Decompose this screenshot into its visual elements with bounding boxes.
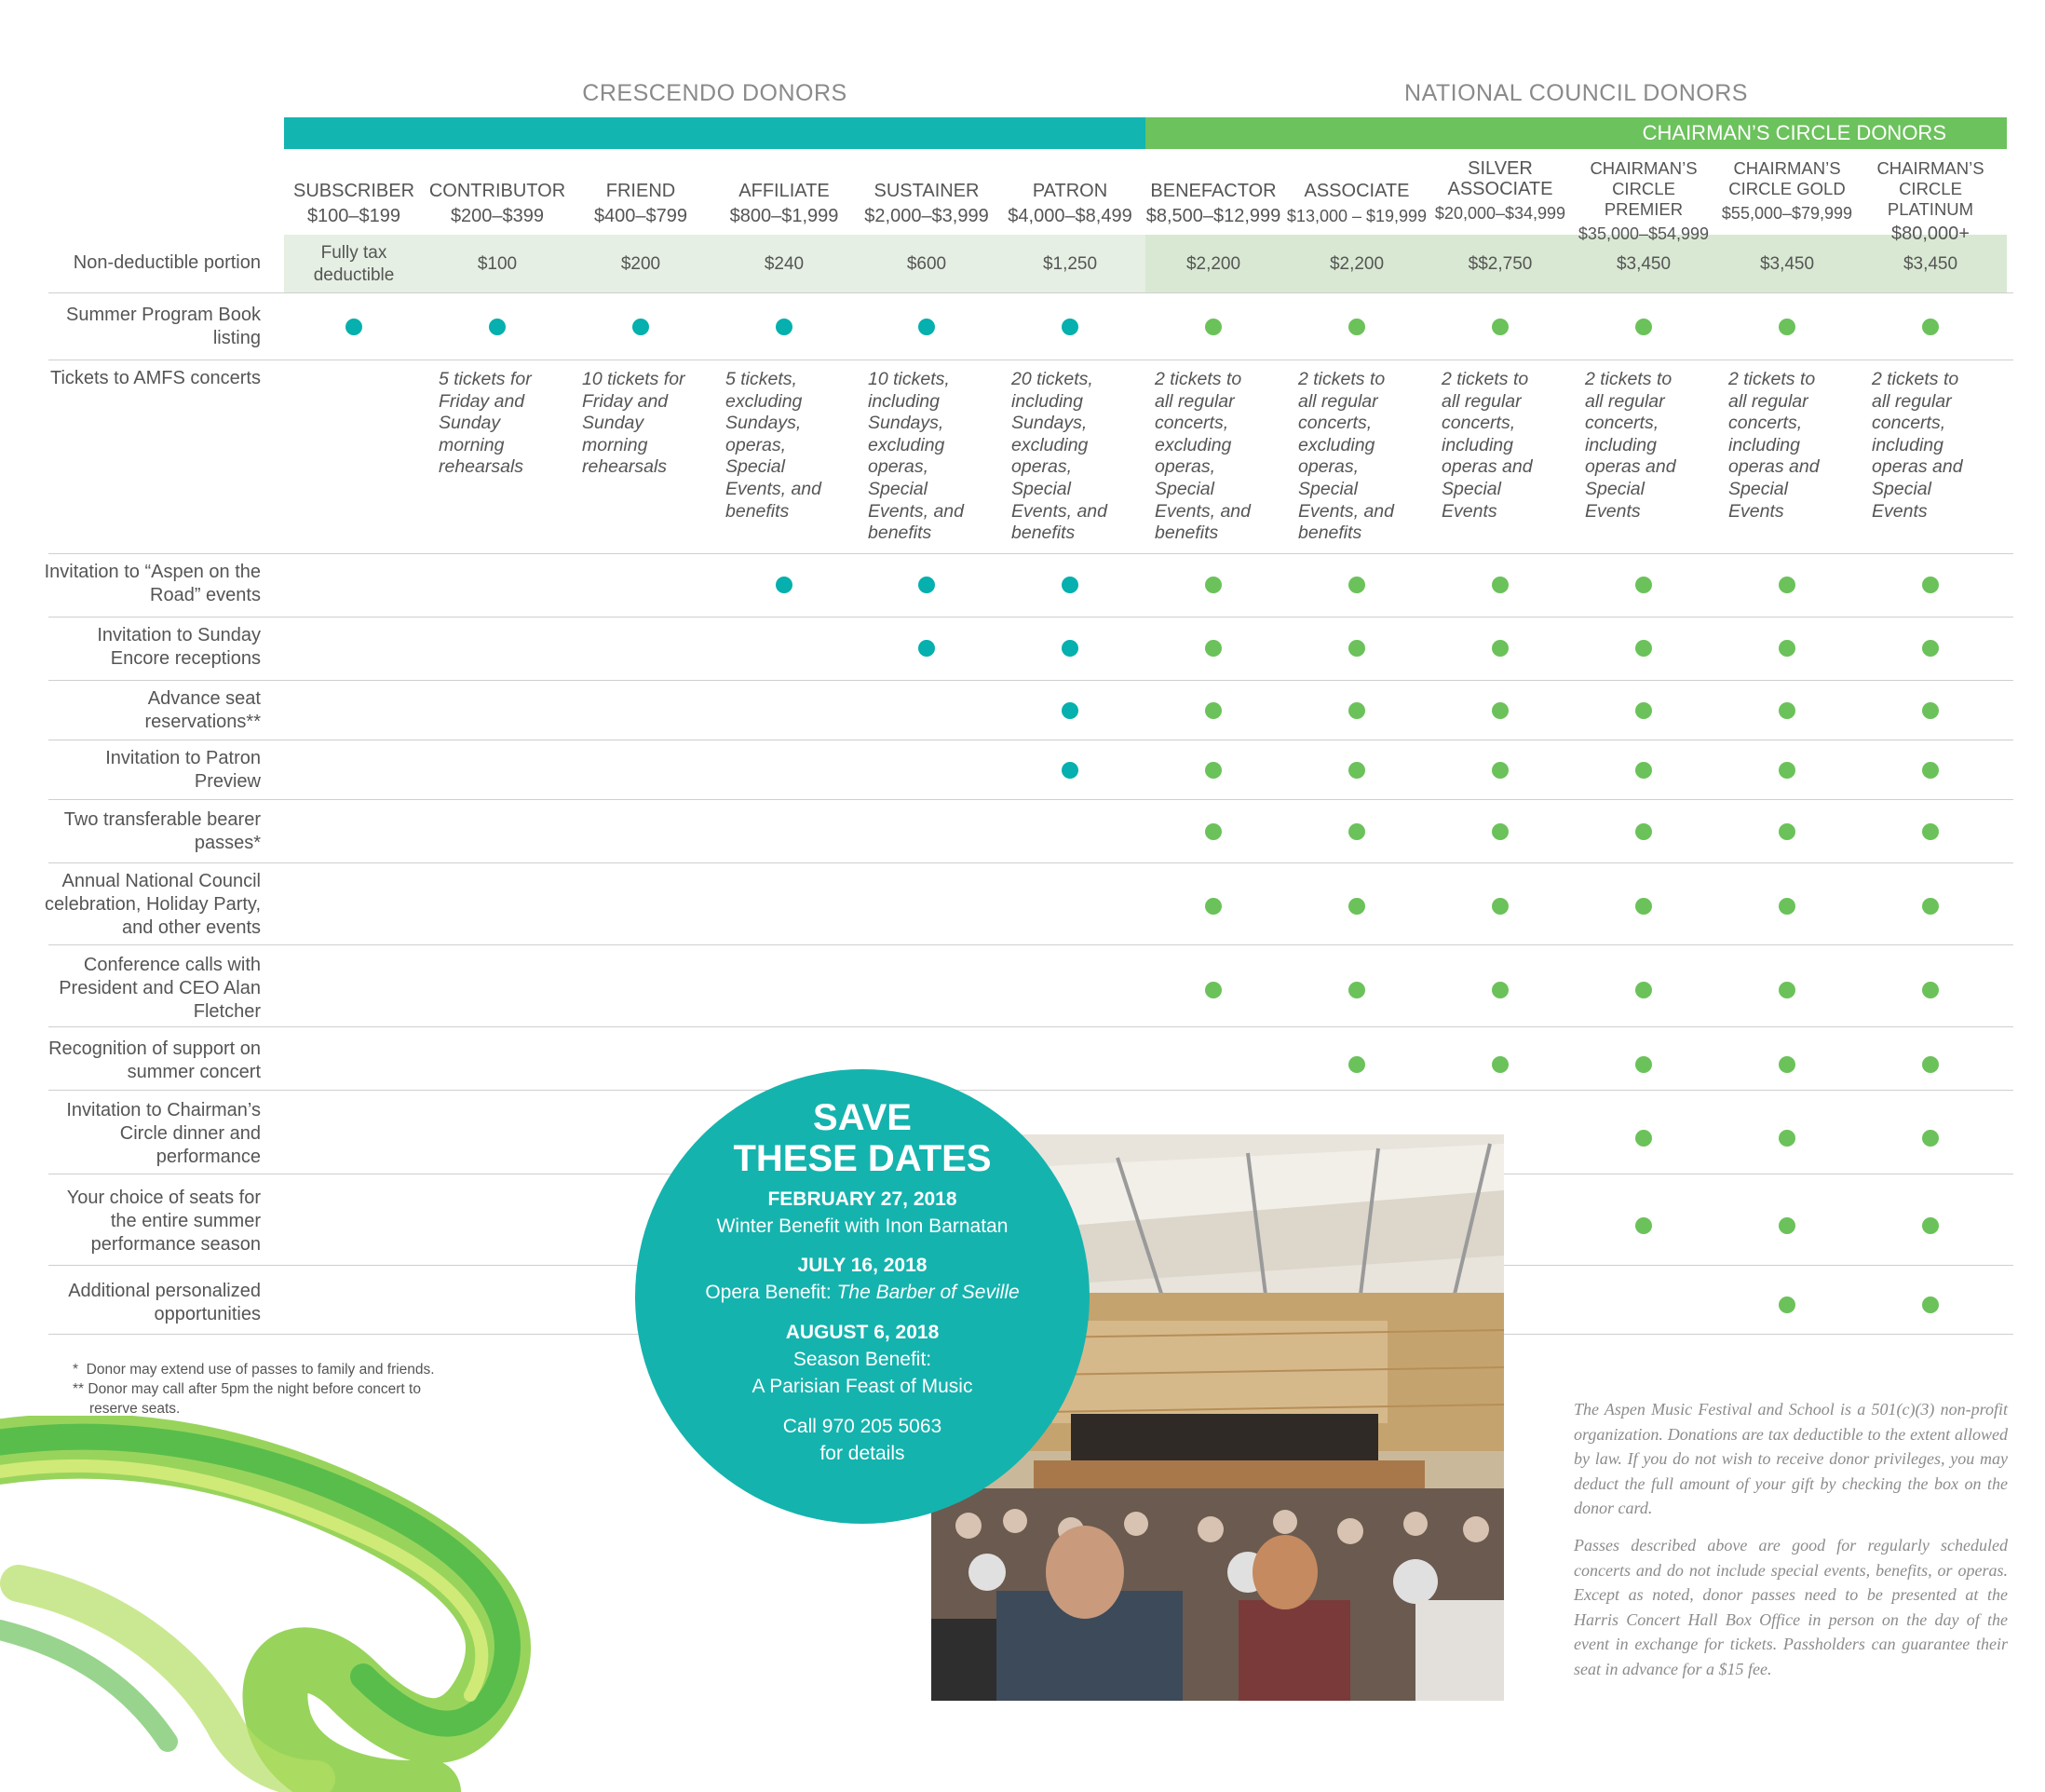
benefit-included-dot	[1492, 1056, 1509, 1073]
passes-disclaimer: Passes described above are good for regularly scheduled concerts and do not include special events, benefits, or operas. Except as noted, donor passes need to be presented at the Harris Concert Hall Box Office in person on the day of the event in exchange for tickets. Passholders can guarantee their seat in advance for a $15 fee.	[1574, 1536, 2008, 1678]
level-range: $20,000–$34,999	[1434, 204, 1566, 223]
level-range: $80,000+	[1891, 224, 1970, 244]
level-header	[281, 179, 427, 229]
benefit-included-dot	[1062, 319, 1078, 335]
level-header	[1571, 158, 1716, 247]
chairmans-circle-donors-title: CHAIRMAN’S CIRCLE DONORS	[1642, 121, 1946, 144]
nondeductible-value: $3,450	[1616, 254, 1672, 274]
benefit-included-dot	[1205, 762, 1222, 779]
nondeductible-value: $2,200	[1329, 254, 1385, 274]
save-the-dates-circle	[635, 1069, 1090, 1524]
level-name: CHAIRMAN’S CIRCLE PLATINUM	[1876, 158, 1984, 219]
footnote-double-cont: reserve seats.	[89, 1401, 181, 1417]
benefit-included-dot	[1779, 1217, 1795, 1234]
level-range: $400–$799	[593, 206, 688, 226]
benefit-included-dot	[1205, 577, 1222, 593]
benefit-included-dot	[1062, 762, 1078, 779]
benefit-included-dot	[1635, 577, 1652, 593]
level-header	[711, 179, 857, 229]
benefit-included-dot	[1205, 898, 1222, 915]
row-divider	[48, 553, 2013, 554]
benefit-included-dot	[918, 577, 935, 593]
save-title-line2: THESE DATES	[733, 1138, 992, 1179]
benefit-included-dot	[1922, 898, 1939, 915]
benefit-included-dot	[1492, 982, 1509, 998]
benefit-included-dot	[1635, 982, 1652, 998]
save-title: SAVE	[813, 1097, 912, 1138]
call-line: Call 970 205 5063	[782, 1416, 942, 1437]
benefit-included-dot	[1779, 823, 1795, 840]
ticket-benefit: 2 tickets to all regular concerts, including operas and Special Events	[1872, 369, 1963, 522]
level-name: CONTRIBUTOR	[428, 181, 566, 201]
benefit-included-dot	[1348, 577, 1365, 593]
benefit-included-dot	[632, 319, 649, 335]
level-header	[1141, 179, 1286, 229]
benefit-included-dot	[918, 319, 935, 335]
ticket-benefit: 2 tickets to all regular concerts, including operas and Special Events	[1585, 369, 1676, 522]
row-label-chairmans-dinner: Invitation to Chairman’s Circle dinner and performance	[66, 1100, 261, 1167]
row-label-patron-preview: Invitation to Patron Preview	[105, 748, 261, 792]
benefit-included-dot	[1205, 640, 1222, 657]
benefit-included-dot	[1492, 702, 1509, 719]
row-label-additional: Additional personalized opportunities	[68, 1281, 261, 1324]
level-name: CHAIRMAN’S CIRCLE GOLD	[1728, 158, 1846, 198]
nondeductible-value: $$2,750	[1468, 254, 1533, 274]
row-divider	[48, 292, 2013, 293]
benefit-included-dot	[1922, 577, 1939, 593]
call-line-2: for details	[819, 1443, 905, 1464]
level-range: $35,000–$54,999	[1578, 224, 1710, 243]
row-label-conference-calls: Conference calls with President and CEO Alan Fletcher	[59, 955, 261, 1022]
benefit-included-dot	[1922, 1217, 1939, 1234]
benefit-included-dot	[1635, 1130, 1652, 1147]
benefit-included-dot	[1922, 640, 1939, 657]
benefit-included-dot	[1922, 823, 1939, 840]
nondeductible-value: $600	[906, 254, 947, 274]
benefit-included-dot	[1635, 702, 1652, 719]
ticket-benefit: 5 tickets for Friday and Sunday morning rehearsals	[439, 369, 532, 478]
level-range: $200–$399	[450, 206, 545, 226]
crescendo-band	[284, 117, 1145, 149]
benefit-included-dot	[1062, 640, 1078, 657]
event-name-2: Opera Benefit: The Barber of Seville	[705, 1282, 1020, 1303]
benefit-included-dot	[1922, 1130, 1939, 1147]
benefit-included-dot	[1779, 982, 1795, 998]
benefit-included-dot	[1492, 898, 1509, 915]
row-label-choice-seats: Your choice of seats for the entire summer performance season	[66, 1188, 261, 1255]
benefit-included-dot	[1922, 319, 1939, 335]
benefit-included-dot	[1779, 702, 1795, 719]
benefit-included-dot	[1205, 702, 1222, 719]
benefit-included-dot	[1348, 823, 1365, 840]
benefit-included-dot	[1635, 762, 1652, 779]
level-header	[1284, 179, 1429, 229]
benefit-included-dot	[1779, 1130, 1795, 1147]
benefit-included-dot	[1779, 1296, 1795, 1313]
row-label-advance-seat: Advance seat reservations**	[144, 688, 261, 732]
benefit-included-dot	[1922, 702, 1939, 719]
benefit-included-dot	[1635, 1056, 1652, 1073]
nondeductible-value: $1,250	[1042, 254, 1098, 274]
benefit-included-dot	[1205, 982, 1222, 998]
level-name: BENEFACTOR	[1150, 181, 1277, 201]
level-name: SUBSCRIBER	[292, 181, 415, 201]
ticket-benefit: 2 tickets to all regular concerts, including operas and Special Events	[1728, 369, 1820, 522]
benefit-included-dot	[918, 640, 935, 657]
event-name-3: Season Benefit:	[792, 1349, 932, 1370]
row-divider	[48, 680, 2013, 681]
benefit-included-dot	[1062, 702, 1078, 719]
row-divider	[48, 799, 2013, 800]
row-divider	[48, 862, 2013, 863]
ticket-benefit: 2 tickets to all regular concerts, excluding operas, Special Events, and benefits	[1155, 369, 1251, 544]
level-name: AFFILIATE	[738, 181, 830, 201]
benefit-included-dot	[776, 577, 792, 593]
event-date-2: JULY 16, 2018	[797, 1255, 928, 1276]
benefit-included-dot	[1779, 577, 1795, 593]
row-divider	[48, 1090, 2013, 1091]
event-name-1: Winter Benefit with Inon Barnatan	[716, 1215, 1009, 1237]
tax-disclaimer: The Aspen Music Festival and School is a 501(c)(3) non-profit organization. Donations are tax deductible to the extent allowed by law. If you do not wish to receive donor privileges, you may deduct the full amount of your gift by checking the box on the donor card.	[1574, 1400, 2008, 1517]
benefit-included-dot	[1348, 898, 1365, 915]
ticket-benefit: 5 tickets, excluding Sundays, operas, Special Events, and benefits	[725, 369, 821, 522]
row-label-annual-celebration: Annual National Council celebration, Holiday Party, and other events	[45, 871, 261, 938]
nondeductible-value: $2,200	[1185, 254, 1241, 274]
row-label-tickets: Tickets to AMFS concerts	[50, 368, 261, 388]
nondeductible-value: $200	[620, 254, 661, 274]
event-date-3: AUGUST 6, 2018	[785, 1322, 940, 1343]
level-header	[1858, 158, 2003, 247]
brush-stroke-decoration	[0, 1416, 596, 1792]
row-label-nondeductible: Non-deductible portion	[73, 252, 261, 273]
benefit-included-dot	[1635, 823, 1652, 840]
benefit-included-dot	[1635, 1217, 1652, 1234]
level-header	[1714, 158, 1860, 226]
benefit-included-dot	[1635, 640, 1652, 657]
level-header	[425, 179, 570, 229]
benefit-included-dot	[489, 319, 506, 335]
level-range: $800–$1,999	[729, 206, 839, 226]
ticket-benefit: 20 tickets, including Sundays, excluding operas, Special Events, and benefits	[1011, 369, 1107, 544]
footnote-double: ** Donor may call after 5pm the night before concert to	[73, 1381, 421, 1397]
benefit-included-dot	[1205, 319, 1222, 335]
benefit-included-dot	[1348, 702, 1365, 719]
benefit-included-dot	[1492, 319, 1509, 335]
benefit-included-dot	[1922, 1056, 1939, 1073]
ticket-benefit: 10 tickets, including Sundays, excluding operas, Special Events, and benefits	[868, 369, 964, 544]
benefit-included-dot	[345, 319, 362, 335]
level-range: $8,500–$12,999	[1145, 206, 1281, 226]
benefit-included-dot	[1062, 577, 1078, 593]
row-divider	[48, 944, 2013, 945]
level-name: SUSTAINER	[874, 181, 980, 201]
benefit-included-dot	[1779, 898, 1795, 915]
event-date-1: FEBRUARY 27, 2018	[767, 1188, 957, 1210]
level-range: $13,000 – $19,999	[1286, 207, 1428, 225]
footnote-single: * Donor may extend use of passes to family and friends.	[73, 1362, 435, 1378]
benefit-included-dot	[1492, 762, 1509, 779]
level-range: $2,000–$3,999	[864, 206, 989, 226]
benefit-included-dot	[1779, 640, 1795, 657]
row-label-sunday-encore: Invitation to Sunday Encore receptions	[97, 625, 261, 669]
ticket-benefit: 2 tickets to all regular concerts, excluding operas, Special Events, and benefits	[1298, 369, 1394, 544]
crescendo-donors-title: CRESCENDO DONORS	[582, 80, 847, 106]
benefit-included-dot	[1779, 1056, 1795, 1073]
level-name: SILVER ASSOCIATE	[1447, 158, 1553, 199]
benefit-included-dot	[1492, 577, 1509, 593]
nondeductible-value: $3,450	[1759, 254, 1815, 274]
benefit-included-dot	[1348, 1056, 1365, 1073]
row-divider	[48, 617, 2013, 618]
level-range: $100–$199	[306, 206, 401, 226]
benefit-included-dot	[1635, 319, 1652, 335]
level-header	[1428, 158, 1573, 226]
benefit-included-dot	[1492, 823, 1509, 840]
level-range: $55,000–$79,999	[1721, 204, 1853, 223]
benefit-included-dot	[1922, 762, 1939, 779]
benefit-included-dot	[1348, 762, 1365, 779]
nondeductible-value: $3,450	[1903, 254, 1958, 274]
benefit-included-dot	[1922, 1296, 1939, 1313]
row-divider	[48, 1026, 2013, 1027]
nondeductible-value: $240	[764, 254, 805, 274]
row-label-recognition: Recognition of support on summer concert	[48, 1039, 261, 1082]
level-header	[568, 179, 713, 229]
ticket-benefit: 10 tickets for Friday and Sunday morning rehearsals	[582, 369, 685, 478]
level-range: $4,000–$8,499	[1008, 206, 1132, 226]
national-council-donors-title: NATIONAL COUNCIL DONORS	[1404, 80, 1748, 106]
benefit-included-dot	[776, 319, 792, 335]
row-label-program-book: Summer Program Book listing	[66, 305, 261, 348]
level-name: CHAIRMAN’S CIRCLE PREMIER	[1590, 158, 1698, 219]
level-name: ASSOCIATE	[1304, 181, 1410, 201]
nondeductible-value: Fully tax deductible	[313, 243, 395, 285]
benefit-included-dot	[1779, 319, 1795, 335]
benefit-included-dot	[1635, 898, 1652, 915]
level-header	[854, 179, 999, 229]
benefit-included-dot	[1922, 982, 1939, 998]
nondeductible-value: $100	[477, 254, 518, 274]
row-label-bearer-passes: Two transferable bearer passes*	[63, 809, 261, 853]
ticket-benefit: 2 tickets to all regular concerts, including operas and Special Events	[1442, 369, 1533, 522]
benefit-included-dot	[1779, 762, 1795, 779]
benefit-included-dot	[1492, 640, 1509, 657]
level-name: FRIEND	[605, 181, 676, 201]
benefit-included-dot	[1205, 823, 1222, 840]
benefit-included-dot	[1348, 319, 1365, 335]
row-label-aspen-road: Invitation to “Aspen on the Road” events	[44, 562, 261, 605]
event-name-3-line2: A Parisian Feast of Music	[752, 1376, 973, 1397]
level-name: PATRON	[1032, 181, 1108, 201]
benefit-included-dot	[1348, 640, 1365, 657]
benefit-included-dot	[1348, 982, 1365, 998]
level-header	[997, 179, 1143, 229]
